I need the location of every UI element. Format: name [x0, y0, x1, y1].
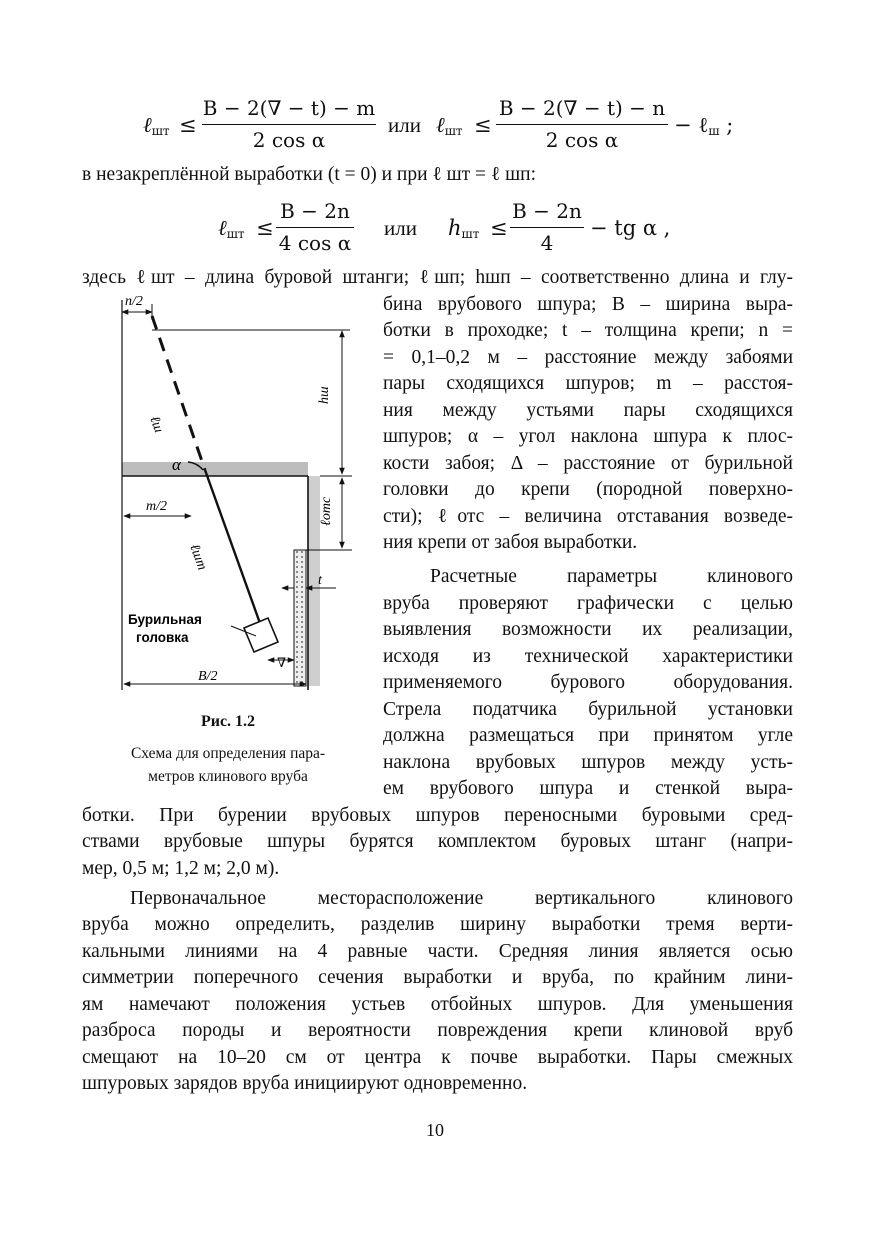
- label-alpha: α: [172, 455, 181, 474]
- text-line: ния между устьями пары сходящихся: [383, 400, 793, 421]
- label-drill-head-2: головка: [136, 630, 189, 645]
- formula-2-tail: − tg α ,: [590, 216, 671, 240]
- figure-caption-description: [88, 742, 368, 788]
- text-line: шпуровых зарядов вруба инициируют одновременно.: [82, 1073, 528, 1094]
- formula-1-rel-a: ≤: [179, 113, 197, 137]
- label-lsh: ℓш: [146, 414, 166, 435]
- text-line: должна размещаться при принятом угле: [383, 725, 793, 746]
- label-hsh: hш: [317, 386, 332, 404]
- label-delta: ∇: [277, 656, 287, 671]
- formula-1-numerator-a: B − 2(∇ − t) − m: [202, 96, 376, 120]
- label-lots: ℓотс: [319, 496, 334, 526]
- formula-2-lhs-b: $h_{шт}$: [448, 216, 480, 241]
- formula-2-or: или: [384, 216, 417, 240]
- text-unfixed-condition: в незакреплённой выработки (t = 0) и при ℓ шт = ℓ шп:: [82, 164, 537, 185]
- text-line: ям намечают положения устьев отбойных шпуров. Для уменьшения: [82, 994, 793, 1015]
- text-line: симметрии поперечного сечения выработки и вруба, по крайним лини-: [82, 967, 793, 988]
- formula-2-denominator-a: 4 cos α: [278, 231, 352, 255]
- text-line: Расчетные параметры клинового: [430, 566, 793, 587]
- text-line: пары сходящихся шпуров; m – расстоя-: [383, 373, 793, 394]
- formula-2-numerator-b: B − 2n: [512, 199, 582, 223]
- text-line: вруба проверяют графически с целью: [383, 593, 793, 614]
- text-line: = 0,1–0,2 м – расстояние между забоями: [383, 347, 793, 368]
- formula-1-denominator-a: 2 cos α: [252, 128, 326, 152]
- formula-2-rel-b: ≤: [490, 216, 508, 240]
- face-band: [122, 462, 308, 476]
- label-n2: n/2: [125, 294, 143, 309]
- text-line: ботки. При бурении врубовых шпуров переносными буровыми сред-: [82, 805, 793, 826]
- text-line: наклона врубовых шпуров между усть-: [383, 752, 793, 773]
- text-line: вруба можно определить, разделив ширину выработки тремя верти-: [82, 914, 793, 935]
- text-line: ботки в проходке; t – толщина крепи; n =: [383, 320, 793, 341]
- formula-2-denominator-b: 4: [540, 231, 554, 255]
- text-line: мер, 0,5 м; 1,2 м; 2,0 м).: [82, 858, 280, 879]
- text-line: разброса породы и вероятности повреждения крепи клиновой вруб: [82, 1020, 793, 1041]
- text-line: ем врубового шпура и стенкой выра-: [383, 778, 793, 799]
- text-line: применяемого бурового оборудования.: [383, 672, 793, 693]
- hole-dashed: [152, 316, 205, 470]
- text-legend-first-line: здесь ℓшт – длина буровой штанги; ℓшп; hшп – соответственно длина и глу-: [82, 267, 793, 288]
- label-drill-head-1: Бурильная: [128, 612, 202, 627]
- text-line: Стрела податчика бурильной установки: [383, 699, 793, 720]
- lining-support: [294, 550, 306, 686]
- text-line: выявления возможности их реализации,: [383, 619, 793, 640]
- text-line: Первоначальное месторасположение вертикального клинового: [130, 888, 793, 909]
- label-m2: m/2: [146, 499, 167, 514]
- text-line: исходя из технической характеристики: [383, 646, 793, 667]
- label-t: t: [318, 573, 322, 588]
- formula-1-lhs-a: ℓ$_{шт}$: [143, 113, 170, 138]
- text-line: шпуров; α – угол наклона шпура к плос-: [383, 426, 793, 447]
- text-line: бина врубового шпура; B – ширина выра-: [383, 294, 793, 315]
- drill-rod: [205, 470, 266, 640]
- formula-2-lhs-a: ℓ$_{шт}$: [218, 216, 245, 241]
- label-lshp: ℓшт: [186, 542, 210, 573]
- figure-caption-title: Рис. 1.2: [200, 713, 256, 730]
- text-line: головки до крепи (породной поверхно-: [383, 479, 793, 500]
- formula-1-denominator-b: 2 cos α: [545, 128, 619, 152]
- text-line: смещают на 10–20 см от центра к почве выработки. Пары смежных: [82, 1047, 793, 1068]
- label-B2: B/2: [198, 669, 218, 684]
- text-line: кальными линиями на 4 равные части. Средняя линия является осью: [82, 941, 793, 962]
- drill-head-box: [244, 618, 278, 652]
- formula-2-numerator-a: B − 2n: [280, 199, 350, 223]
- text-line: сти); ℓотс – величина отставания возведе-: [383, 506, 793, 527]
- formula-2-rel-a: ≤: [256, 216, 274, 240]
- text-line: кости забоя; Δ – расстояние от бурильной: [383, 453, 793, 474]
- formula-1-rel-b: ≤: [474, 113, 492, 137]
- formula-1-tail: − ℓ$_ш$ ;: [674, 113, 734, 138]
- text-line: ния крепи от забоя выработки.: [383, 532, 638, 553]
- figure-caption-line: метров клинового вруба: [148, 768, 308, 785]
- formula-1-numerator-b: B − 2(∇ − t) − n: [498, 96, 666, 120]
- formula-1-lhs-b: ℓ$_{шт}$: [436, 113, 463, 138]
- formula-1-or: или: [388, 113, 421, 137]
- text-line: ствами врубовые шпуры бурятся комплектом буровых штанг (напри-: [82, 831, 793, 852]
- figure-caption-line: Схема для определения пара-: [130, 745, 326, 762]
- page-number: 10: [426, 1120, 444, 1140]
